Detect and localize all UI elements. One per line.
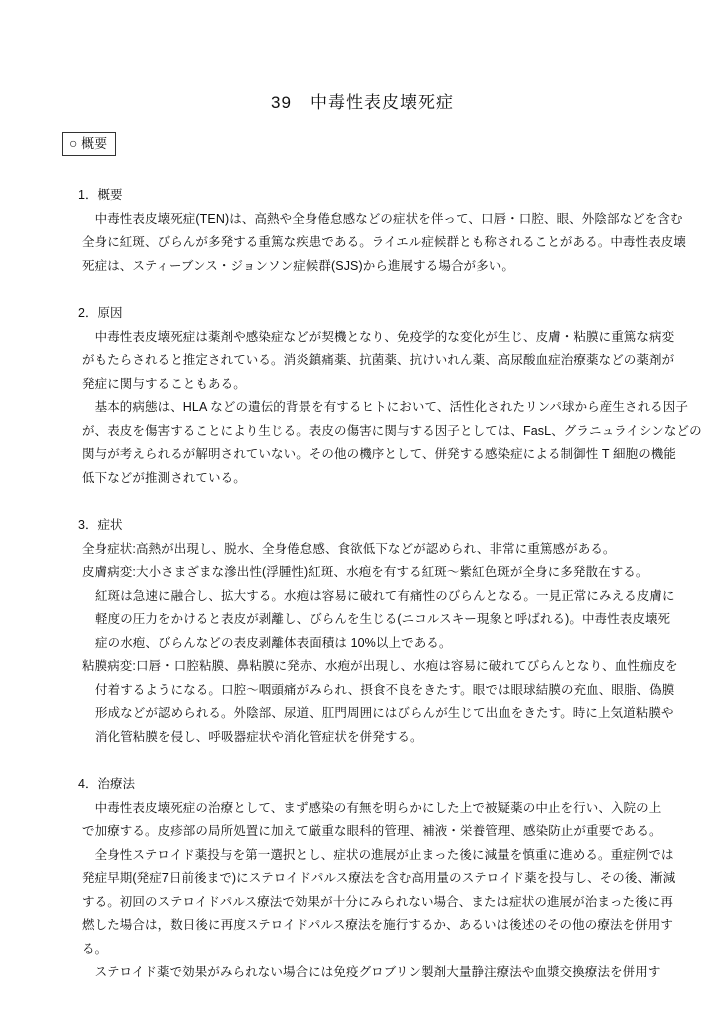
text-line: 中毒性表皮壊死症の治療として、まず感染の有無を明らかにした上で被疑薬の中止を行い、入院の上 bbox=[82, 800, 662, 815]
page-title: 39 中毒性表皮壊死症 bbox=[271, 93, 454, 112]
sections bbox=[0, 156, 725, 985]
section bbox=[0, 302, 725, 490]
text-line: 紅斑は急速に融合し、拡大する。水疱は容易に破れて有痛性のびらんとなる。一見正常にみえる皮膚に bbox=[95, 588, 675, 603]
text-line: 低下などが推測されている。 bbox=[82, 470, 246, 485]
text-line: ステロイド薬で効果がみられない場合には免疫グロブリン製剤大量静注療法や血漿交換療法を併用す bbox=[82, 965, 661, 979]
paragraph bbox=[0, 396, 725, 490]
text-line: 軽度の圧力をかけると表皮が剥離し、びらんを生じる(ニコルスキー現象と呼ばれる)。中毒性表皮壊死 bbox=[95, 612, 671, 626]
text-line: 中毒性表皮壊死症(TEN)は、高熱や全身倦怠感などの症状を伴って、口唇・口腔、眼、外陰部などを含む bbox=[82, 211, 683, 226]
text-line: 全身に紅斑、びらんが多発する重篤な疾患である。ライエル症候群とも称されることがある。中毒性表皮壊 bbox=[82, 235, 686, 249]
text-line: 皮膚病変:大小さまざまな滲出性(浮腫性)紅斑、水疱を有する紅斑～紫紅色斑が全身に多発散在する。 bbox=[82, 565, 649, 579]
circle-icon: ○ bbox=[69, 135, 78, 151]
section-heading: 3．症状 bbox=[78, 518, 123, 532]
paragraph bbox=[0, 326, 725, 397]
overview-badge bbox=[62, 132, 116, 156]
text-line: で加療する。皮疹部の局所処置に加えて厳重な眼科的管理、補液・栄養管理、感染防止が重要である。 bbox=[82, 824, 662, 838]
paragraph bbox=[0, 208, 725, 279]
section bbox=[0, 514, 725, 749]
text-line: が、表皮を傷害することにより生じる。表皮の傷害に関与する因子としては、FasL、グラニュライシンなどの bbox=[82, 423, 702, 438]
text-line: 粘膜病変:口唇・口腔粘膜、鼻粘膜に発赤、水疱が出現し、水疱は容易に破れてびらんとなり、血性痂皮を bbox=[82, 659, 678, 673]
section-heading: 1．概要 bbox=[78, 188, 123, 202]
section bbox=[0, 184, 725, 278]
text-line: 燃した場合は，数日後に再度ステロイドパルス療法を施行するか、あるいは後述のその他の療法を併用す bbox=[82, 918, 673, 932]
paragraph bbox=[0, 538, 725, 562]
text-line: 発症に関与することもある。 bbox=[82, 376, 246, 391]
text-line: る。 bbox=[82, 941, 108, 956]
text-line: 発症早期(発症7日前後まで)にステロイドパルス療法を含む高用量のステロイド薬を投与し、その後、漸減 bbox=[82, 871, 676, 885]
section-heading: 2．原因 bbox=[78, 306, 123, 320]
overview-badge-label: 概要 bbox=[81, 136, 108, 151]
paragraph bbox=[0, 561, 725, 585]
paragraph bbox=[0, 679, 725, 750]
section bbox=[0, 773, 725, 985]
text-line: 基本的病態は、HLA などの遺伝的背景を有するヒトにおいて、活性化されたリンパ球から産生される因子 bbox=[82, 400, 688, 414]
text-line: 全身症状:高熱が出現し、脱水、全身倦怠感、食欲低下などが認められ、非常に重篤感がある。 bbox=[82, 541, 616, 556]
text-line: 死症は、スティーブンス・ジョンソン症候群(SJS)から進展する場合が多い。 bbox=[82, 258, 514, 273]
text-line: 症の水疱、びらんなどの表皮剥離体表面積は 10%以上である。 bbox=[95, 635, 452, 650]
text-line: する。初回のステロイドパルス療法で効果が十分にみられない場合、または症状の進展が治まった後に再 bbox=[82, 894, 673, 909]
text-line: 消化管粘膜を侵し、呼吸器症状や消化管症状を併発する。 bbox=[95, 729, 423, 744]
text-line: 付着するようになる。口腔～咽頭痛がみられ、摂食不良をきたす。眼では眼球結膜の充血、眼脂、偽膜 bbox=[95, 682, 675, 697]
paragraph bbox=[0, 585, 725, 656]
paragraph bbox=[0, 797, 725, 844]
paragraph bbox=[0, 844, 725, 962]
paragraph bbox=[0, 961, 725, 985]
paragraph bbox=[0, 655, 725, 679]
text-line: がもたらされると推定されている。消炎鎮痛薬、抗菌薬、抗けいれん薬、高尿酸血症治療薬などの薬剤が bbox=[82, 353, 675, 367]
section-heading: 4．治療法 bbox=[78, 777, 135, 791]
text-line: 関与が考えられるが解明されていない。その他の機序として、併発する感染症による制御性 T 細胞の機能 bbox=[82, 447, 677, 461]
text-line: 中毒性表皮壊死症は薬剤や感染症などが契機となり、免疫学的な変化が生じ、皮膚・粘膜に重篤な病変 bbox=[82, 329, 675, 344]
text-line: 全身性ステロイド薬投与を第一選択とし、症状の進展が止まった後に減量を慎重に進める。重症例では bbox=[82, 847, 674, 862]
text-line: 形成などが認められる。外陰部、尿道、肛門周囲にはびらんが生じて出血をきたす。時に上気道粘膜や bbox=[95, 706, 674, 720]
